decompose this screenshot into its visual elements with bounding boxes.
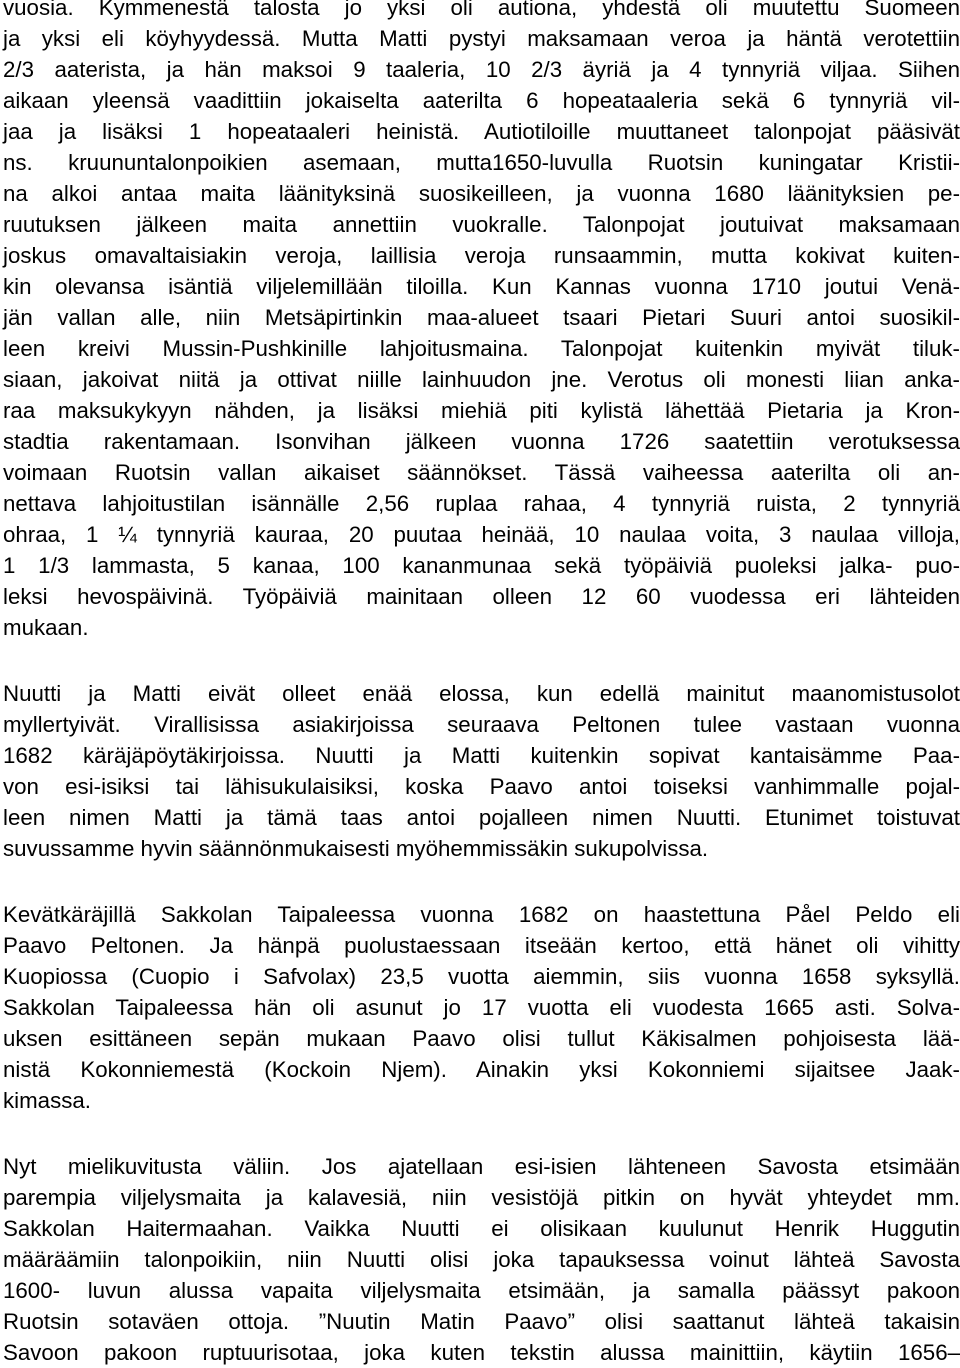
text-line: ruutuksen jälkeen maita annettiin vuokralle. Talonpojat joutuivat maksamaan bbox=[3, 212, 960, 237]
text-line: jaa ja lisäksi 1 hopeataaleri heinistä. Autiotiloille muuttaneet talonpojat pääsivät bbox=[3, 119, 960, 144]
paragraph-taxation-history bbox=[3, 0, 960, 643]
text-line: ns. kruununtalonpoikien asemaan, mutta1650-luvulla Ruotsin kuningatar Kristii- bbox=[3, 150, 960, 175]
text-line: siaan, jakoivat niitä ja ottivat niille lainhuudon jne. Verotus oli monesti liian anka- bbox=[3, 367, 960, 392]
text-line: Nuutti ja Matti eivät olleet enää elossa, kun edellä mainitut maanomistusolot bbox=[3, 681, 960, 706]
text-line: 1682 käräjäpöytäkirjoissa. Nuutti ja Matti kuitenkin sopivat kantaisämme Paa- bbox=[3, 743, 960, 768]
text-line: suvussamme hyvin säännönmukaisesti myöhemmissäkin sukupolvissa. bbox=[3, 836, 709, 861]
paragraph-nuutti-and-matti bbox=[3, 678, 960, 864]
text-line: Savoon pakoon ruptuurisotaa, joka kuten tekstin alussa mainittiin, käytiin 1656– bbox=[3, 1340, 960, 1365]
text-line: von esi-isiksi tai lähisukulaisiksi, koska Paavo antoi toiseksi vanhimmalle pojal- bbox=[3, 774, 960, 799]
paragraph-paavo-peltonen bbox=[3, 899, 960, 1116]
text-line: nettava lahjoitustilan isännälle 2,56 ruplaa rahaa, 4 tynnyriä ruista, 2 tynnyriä bbox=[3, 491, 960, 516]
text-line: Sakkolan Taipaleessa hän oli asunut jo 17 vuotta eli vuodesta 1665 asti. Solva- bbox=[3, 995, 960, 1020]
text-line: ohraa, 1 ¼ tynnyriä kauraa, 20 puutaa heinää, 10 naulaa voita, 3 naulaa villoja, bbox=[3, 522, 960, 547]
text-line: 1600- luvun alussa vapaita viljelysmaita etsimään, ja samalla päässyt pakoon bbox=[3, 1278, 960, 1303]
text-line: nistä Kokonniemestä (Kockoin Njem). Ainakin yksi Kokonniemi sijaitsee Jaak- bbox=[3, 1057, 960, 1082]
text-line: 2/3 aaterista, ja hän maksoi 9 taaleria, 10 2/3 äyriä ja 4 tynnyriä viljaa. Siihen bbox=[3, 57, 960, 82]
text-line: Kevätkäräjillä Sakkolan Taipaleessa vuonna 1682 on haastettuna Påel Peldo eli bbox=[3, 902, 960, 927]
text-line: 1 1/3 lammasta, 5 kanaa, 100 kananmunaa sekä työpäiviä puoleksi jalka- puo- bbox=[3, 553, 960, 578]
text-line: vuosia. Kymmenestä talosta jo yksi oli autiona, yhdestä oli muutettu Suomeen bbox=[3, 0, 960, 20]
paragraph-imagination bbox=[3, 1151, 960, 1368]
text-line: määräämiin talonpoikiin, niin Nuutti olisi joka tapauksessa voinut lähteä Savosta bbox=[3, 1247, 960, 1272]
text-line: voimaan Ruotsin vallan aikaiset säännökset. Tässä vaiheessa aaterilta oli an- bbox=[3, 460, 960, 485]
text-line: jän vallan alle, niin Metsäpirtinkin maa-alueet tsaari Pietari Suuri antoi suosikil- bbox=[3, 305, 960, 330]
text-line: leksi hevospäivinä. Työpäiviä mainitaan olleen 12 60 vuodessa eri lähteiden bbox=[3, 584, 960, 609]
text-line: myllertyivät. Virallisissa asiakirjoissa seuraava Peltonen tulee vastaan vuonna bbox=[3, 712, 960, 737]
text-line: Nyt mielikuvitusta väliin. Jos ajatellaan esi-isien lähteneen Savosta etsimään bbox=[3, 1154, 960, 1179]
text-line: Sakkolan Haitermaahan. Vaikka Nuutti ei olisikaan kuulunut Henrik Huggutin bbox=[3, 1216, 960, 1241]
text-line: leen nimen Matti ja tämä taas antoi pojalleen nimen Nuutti. Etunimet toistuvat bbox=[3, 805, 960, 830]
text-line: parempia viljelysmaita ja kalavesiä, niin vesistöjä pitkin on hyvät yhteydet mm. bbox=[3, 1185, 960, 1210]
text-line: aikaan yleensä vaadittiin jokaiselta aaterilta 6 hopeataaleria sekä 6 tynnyriä vil- bbox=[3, 88, 960, 113]
text-line: kin olevansa isäntiä viljelemillään tiloilla. Kun Kannas vuonna 1710 joutui Venä- bbox=[3, 274, 960, 299]
text-line: mukaan. bbox=[3, 615, 89, 640]
text-line: uksen esittäneen sepän mukaan Paavo olisi tullut Käkisalmen pohjoisesta lää- bbox=[3, 1026, 960, 1051]
text-line: raa maksukykyyn nähden, ja lisäksi miehiä piti kylistä lähettää Pietaria ja Kron- bbox=[3, 398, 960, 423]
text-line: stadtia rakentamaan. Isonvihan jälkeen vuonna 1726 saatettiin verotuksessa bbox=[3, 429, 960, 454]
text-line: leen kreivi Mussin-Pushkinille lahjoitusmaina. Talonpojat kuitenkin myivät tiluk- bbox=[3, 336, 960, 361]
text-line: ja yksi eli köyhyydessä. Mutta Matti pystyi maksamaan veroa ja häntä verotettiin bbox=[3, 26, 960, 51]
text-line: kimassa. bbox=[3, 1088, 91, 1113]
text-line: Kuopiossa (Cuopio i Safvolax) 23,5 vuotta aiemmin, siis vuonna 1658 syksyllä. bbox=[3, 964, 960, 989]
text-line: Paavo Peltonen. Ja hänpä puolustaessaan itseään kertoo, että hänet oli vihitty bbox=[3, 933, 960, 958]
text-line: joskus omavaltaisiakin veroja, laillisia veroja runsaammin, mutta kokivat kuiten- bbox=[3, 243, 960, 268]
text-line: na alkoi antaa maita läänityksinä suosikeilleen, ja vuonna 1680 läänityksien pe- bbox=[3, 181, 960, 206]
text-line: Ruotsin sotaväen ottoja. ”Nuutin Matin Paavo” olisi saattanut lähteä takaisin bbox=[3, 1309, 960, 1334]
